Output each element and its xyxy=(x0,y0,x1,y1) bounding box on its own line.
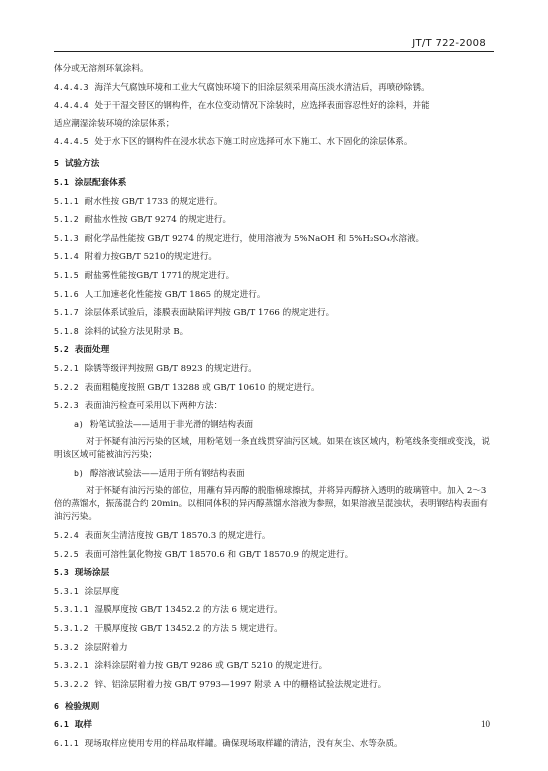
clause-5-2-3: 5.2.3 表面油污检查可采用以下两种方法： xyxy=(54,400,223,412)
clause-5-1-2: 5.1.2 耐盐水性按 GB/T 9274 的规定进行。 xyxy=(54,214,232,226)
standard-code-header: JT/T 722-2008 xyxy=(412,38,486,49)
paragraph-chalk-test: 对于怀疑有油污污染的区域，用粉笔划一条直线贯穿油污区域。如果在该区域内，粉笔线条变细或变浅，说明该区域可能被油污污染； xyxy=(54,437,490,461)
clause-5-1-8: 5.1.8 涂料的试验方法见附录 B。 xyxy=(54,325,189,337)
list-item-b: b) 醇溶液试验法——适用于所有钢结构表面 xyxy=(74,467,245,479)
clause-5-1-3: 5.1.3 耐化学品性能按 GB/T 9274 的规定进行，使用溶液为 5%NaOH 和 5%H₂SO₄水溶液。 xyxy=(54,232,425,244)
clause-4-4-4-5: 4.4.4.5 处于水下区的钢构件在浸水状态下施工时应选择可水下施工、水下固化的涂层体系。 xyxy=(54,136,413,148)
clause-5-2-4: 5.2.4 表面灰尘清洁度按 GB/T 18570.3 的规定进行。 xyxy=(54,530,271,542)
page-number: 10 xyxy=(481,719,490,729)
section-6-heading: 6 检验规则 xyxy=(54,700,100,712)
clause-5-3-2-2: 5.3.2.2 锌、铝涂层附着力按 GB/T 9793—1997 附录 A 中的栅格试验法规定进行。 xyxy=(54,678,387,690)
section-6-1-heading: 6.1 取样 xyxy=(54,719,92,731)
clause-4-4-4-3: 4.4.4.3 海洋大气腐蚀环境和工业大气腐蚀环境下的旧涂层须采用高压淡水清洁后，再喷砂除锈。 xyxy=(54,81,430,93)
clause-5-2-1: 5.2.1 除锈等级评判按照 GB/T 8923 的规定进行。 xyxy=(54,362,257,374)
list-item-a: a) 粉笔试验法——适用于非光滑的钢结构表面 xyxy=(74,418,254,430)
section-5-3-heading: 5.3 现场涂层 xyxy=(54,567,110,579)
clause-5-3-2: 5.3.2 涂层附着力 xyxy=(54,641,128,653)
clause-5-2-2: 5.2.2 表面粗糙度按照 GB/T 13288 或 GB/T 10610 的规定进行。 xyxy=(54,381,320,393)
clause-5-1-6: 5.1.6 人工加速老化性能按 GB/T 1865 的规定进行。 xyxy=(54,288,266,300)
clause-6-1-1: 6.1.1 现场取样应使用专用的样品取样罐。确保现场取样罐的清洁，没有灰尘、水等杂质。 xyxy=(54,738,403,749)
section-5-heading: 5 试验方法 xyxy=(54,158,100,170)
clause-5-1-1: 5.1.1 耐水性按 GB/T 1733 的规定进行。 xyxy=(54,195,223,207)
header-rule xyxy=(54,51,494,52)
clause-5-3-1: 5.3.1 涂层厚度 xyxy=(54,585,120,597)
clause-5-3-1-2: 5.3.1.2 干膜厚度按 GB/T 13452.2 的方法 5 规定进行。 xyxy=(54,623,283,635)
clause-5-1-5: 5.1.5 耐盐雾性能按GB/T 1771的规定进行。 xyxy=(54,269,235,281)
section-5-2-heading: 5.2 表面处理 xyxy=(54,344,110,356)
clause-5-3-1-1: 5.3.1.1 湿膜厚度按 GB/T 13452.2 的方法 6 规定进行。 xyxy=(54,604,283,616)
section-5-1-heading: 5.1 涂层配套体系 xyxy=(54,176,127,188)
clause-5-2-5: 5.2.5 表面可溶性氯化物按 GB/T 18570.6 和 GB/T 18570.9 的规定进行。 xyxy=(54,548,354,560)
clause-5-3-2-1: 5.3.2.1 涂料涂层附着力按 GB/T 9286 或 GB/T 5210 的规定进行。 xyxy=(54,660,328,672)
text-line: 体分或无溶剂环氧涂料。 xyxy=(54,64,149,74)
document-body xyxy=(54,63,494,756)
clause-5-1-4: 5.1.4 附着力按GB/T 5210的规定进行。 xyxy=(54,251,218,263)
clause-4-4-4-4: 4.4.4.4 处于干湿交替区的钢构件，在水位变动情况下涂装时，应选择表面容忍性好的涂料，并能 xyxy=(54,100,430,112)
clause-5-1-7: 5.1.7 涂层体系试验后，漆膜表面缺陷评判按 GB/T 1766 的规定进行。 xyxy=(54,307,335,319)
paragraph-alcohol-test: 对于怀疑有油污污染的部位，用蘸有异丙醇的脱脂棉球擦拭，并将异丙醇挤入透明的玻璃管中。加入 2～3 倍的蒸馏水，振荡混合约 20min。以相同体积的异丙醇蒸馏水溶液为参照，如果溶液呈混浊状，表明钢结构表面有油污污染。 xyxy=(54,486,489,523)
text-line: 适应潮湿涂装环境的涂层体系； xyxy=(54,118,175,129)
